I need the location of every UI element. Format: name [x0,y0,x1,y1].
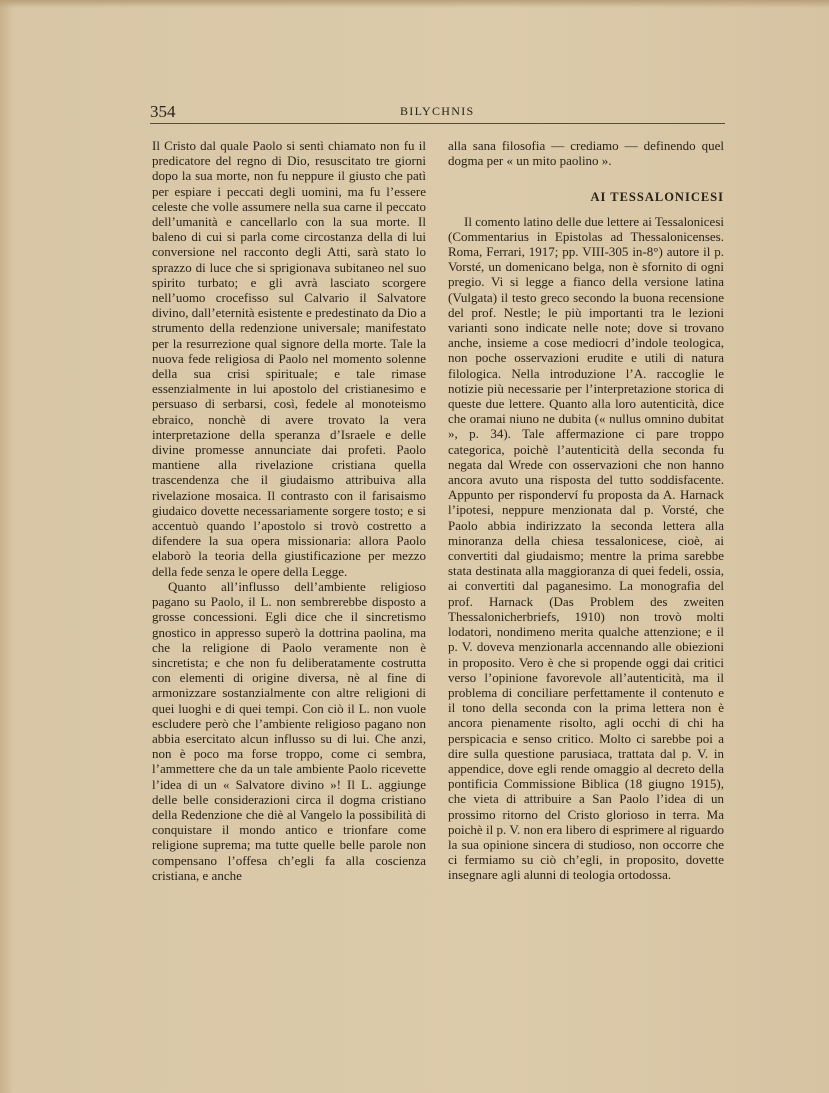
page-header [150,102,725,122]
page-number: 354 [150,102,176,121]
left-column [152,138,426,883]
continued-paragraph: alla sana filosofia — crediamo — definendo quel dogma per « un mito paolino ». [448,138,724,169]
section-heading: AI TESSALONICESI [590,190,724,205]
running-title: BILYCHNIS [400,104,475,118]
header-rule [150,123,725,124]
body-paragraph: Il comento latino delle due lettere ai Tessalonicesi (Commentarius in Epistolas ad Thessalonicenses. Roma, Ferrari, 1917; pp. VIII-305 in-8°) autore il p. Vorsté, un domenicano belga, non è sfornito di ogni pregio. Vi si legge a fianco della versione latina (Vulgata) il testo greco secondo la buona recensione del prof. Nestle; le più importanti tra le lezioni varianti sono indicate nelle note; dove si trovano anche, insieme a cose mediocri d’indole teologica, non poche osservazioni erudite e utili di natura filologica. Nella introduzione l’A. raccoglie le notizie più necessarie per l’interpretazione storica di queste due lettere. Quanto alla loro autenticità, dice che oramai niuno ne dubita (« nullus omnino dubitat », p. 34). Tale affermazione ci pare troppo categorica, poichè l’autenticità della seconda fu negata dal Wrede con osservazioni che non hanno ancora avuto una risposta del tutto soddisfacente. Appunto per risponderví fu proposta da A. Harnack l’ipotesi, neppure menzionata dal p. Vorsté, che Paolo abbia indirizzato la seconda lettera alla minoranza della chiesa tessalonicese, cioè, ai convertiti dal giudaismo; mentre la prima sarebbe stata destinata alla maggioranza di quei fedeli, ossia, ai convertiti dal paganesimo. La monografia del prof. Harnack (Das Problem des zweiten Thessalonicherbriefs, 1910) non trovò molti lodatori, nondimeno merita qualche attenzione; e il p. V. doveva menzionarla accennando alle obiezioni in proposito. Vero è che si propende oggi dai critici verso l’opinione favorevole all’autenticità, ma il problema di conciliare perfettamente il contenuto e il tono della seconda con la prima lettera non è ancora pienamente risolto, agli occhi di chi ha perspicacia e senso critico. Molto ci sarebbe poi a dire sulla questione parusiaca, trattata dal p. V. in appendice, dove egli rende omaggio al decreto della pontificia Commissione Biblica (18 giugno 1915), che vieta di attribuire a San Paolo l’idea di un prossimo ritorno del Cristo glorioso in terra. Ma poichè il p. V. non era libero di esprimere al riguardo la sua opinione sincera di studioso, non occorre che ci fermiamo su ciò ch’egli, in proposito, dovette insegnare agli alunni di teologia ortodossa. [448,213,724,883]
body-paragraph: Il Cristo dal quale Paolo si sentì chiamato non fu il predicatore del regno di Dio, resuscitato tre giorni dopo la sua morte, non fu neppure il giusto che patì per espiare i peccati degli uomini, ma fu l’essere celeste che volle assumere nella sua carne il peccato dell’umanità e cancellarlo con la sua morte. Il baleno di cui si parla come circostanza della di lui conversione nel racconto degli Atti, sarà stato lo sprazzo di luce che si sprigionava subitaneo nel suo spirito turbato; e gli avrà lasciato scorgere nell’uomo crocefisso sul Calvario il Salvatore divino, dall’eternità esistente e predestinato da Dio a strumento della redenzione universale; manifestato per la resurrezione qual signore della morte. Tale la nuova fede religiosa di Paolo nel momento solenne della sua crisi spirituale; e tale rimase essenzialmente in lui apostolo del cristianesimo e persuaso di serbarsi, così, fedele al monoteismo ebraico, nonchè di avere trovato la vera interpretazione della speranza d’Israele e delle divine promesse annunciate dai profeti. Paolo mantiene alla rivelazione cristiana quella trascendenza che il giudaismo attribuiva alla rivelazione mosaica. Il contrasto con il farisaismo giudaico dovette necessariamente sorgere tosto; e si accentuò quando l’apostolo si trovò costretto a difendere la sua opera missionaria: allora Paolo elaborò la teoria della giustificazione per mezzo della fede senza le opere della Legge. [152,138,426,579]
right-column [448,138,724,883]
body-paragraph: Quanto all’influsso dell’ambiente religioso pagano su Paolo, il L. non sembrerebbe disposto a grosse concessioni. Egli dice che il sincretismo gnostico in appresso superò la dottrina paolina, ma che la religione di Paolo veramente non è sincretista; e che non fu deliberatamente costrutta con elementi di origine diversa, nè al fine di armonizzare sostanzialmente con altre religioni di quei luoghi e di quei tempi. Con ciò il L. non vuole escludere però che l’ambiente religioso pagano non abbia esercitato alcun influsso su di lui. Che anzi, non è poco ma forse troppo, come ci sembra, l’ammettere che da un tale ambiente Paolo ricevette l’idea di un « Salvatore divino »! Il L. aggiunge delle belle considerazioni circa il dogma cristiano della Redenzione che diè al Vangelo la possibilità di conquistare il mondo antico e trionfare come religione suprema; ma tutte quelle belle parole non compensano l’offesa ch’egli fa alla coscienza cristiana, e anche [152,578,426,883]
